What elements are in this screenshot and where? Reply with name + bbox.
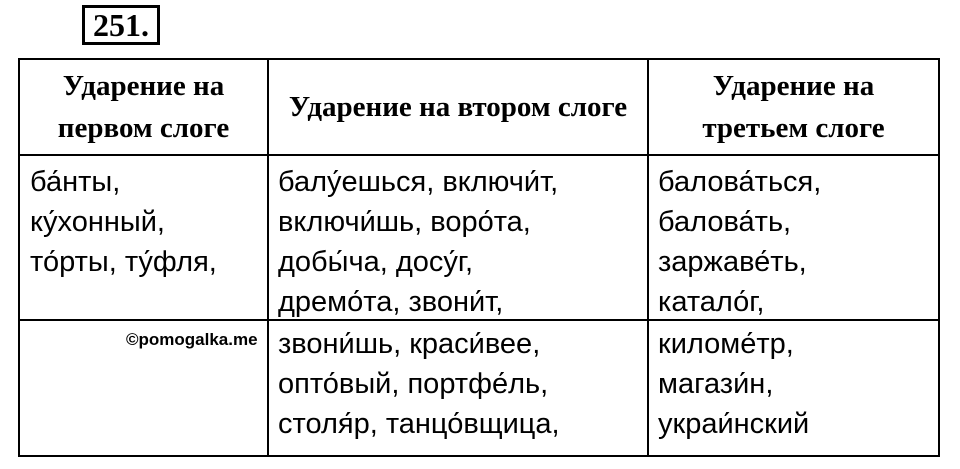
- word-line: включи́шь, воро́та,: [278, 206, 531, 238]
- word-line: столя́р, танцо́вщица,: [278, 408, 560, 440]
- second-syllable-words-top: [278, 162, 558, 322]
- word-line: балова́ть,: [658, 206, 792, 238]
- word-line: то́рты, ту́фля,: [30, 246, 217, 278]
- word-line: дремо́та, звони́т,: [278, 286, 504, 318]
- header-divider: [20, 154, 938, 156]
- word-line: киломе́тр,: [658, 328, 794, 360]
- first-syllable-words: [30, 162, 217, 282]
- third-syllable-words-top: [658, 162, 821, 322]
- header-first-syllable: [20, 60, 267, 154]
- watermark: ©pomogalka.me: [126, 330, 258, 349]
- header-second-syllable: [269, 60, 647, 154]
- second-syllable-words-bottom: [278, 324, 560, 444]
- word-line: добы́ча, досу́г,: [278, 246, 473, 278]
- third-syllable-words-bottom: [658, 324, 809, 444]
- exercise-number-box: [82, 5, 160, 45]
- header-second-syllable-text: Ударение на втором слоге: [288, 91, 628, 123]
- word-line: опто́вый, портфе́ль,: [278, 368, 549, 400]
- word-line: заржаве́ть,: [658, 246, 807, 278]
- stress-table: [18, 58, 940, 457]
- word-line: ба́нты,: [30, 166, 121, 198]
- word-line: магази́н,: [658, 368, 774, 400]
- word-line: катало́г,: [658, 286, 765, 318]
- header-third-syllable: [649, 60, 938, 154]
- exercise-number: 251.: [93, 7, 149, 43]
- word-line: балу́ешься, включи́т,: [278, 166, 559, 198]
- word-line: ку́хонный,: [30, 206, 165, 238]
- header-first-syllable-text: Ударение на первом слоге: [57, 70, 230, 144]
- word-line: украи́нский: [658, 408, 810, 440]
- header-third-syllable-text: Ударение на третьем слоге: [702, 70, 885, 144]
- word-line: балова́ться,: [658, 166, 822, 198]
- word-line: звони́шь, краси́вее,: [278, 328, 541, 360]
